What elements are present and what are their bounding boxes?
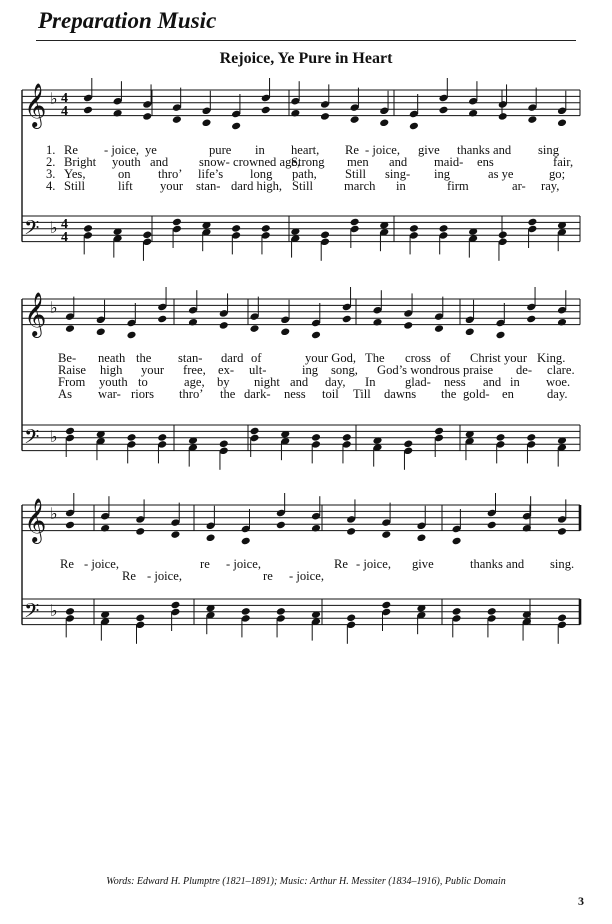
- lyric-syllable: thro’: [158, 167, 183, 181]
- lyric-syllable: the: [220, 387, 236, 401]
- lyric-syllable: Yes,: [64, 167, 86, 181]
- lyric-syllable: your God,: [305, 351, 357, 365]
- note-head: [65, 607, 75, 616]
- lyric-syllable: ray,: [541, 179, 560, 193]
- lyric-syllable: snow-: [199, 155, 230, 169]
- lyric-syllable: your: [141, 363, 165, 377]
- note-head: [231, 122, 241, 131]
- lyric-syllable: Re: [60, 557, 74, 571]
- lyric-syllable: stan-: [178, 351, 203, 365]
- note-head: [311, 433, 321, 442]
- note-head: [350, 218, 360, 227]
- note-head: [206, 533, 216, 542]
- lyric-syllable: give: [412, 557, 434, 571]
- lyric-syllable: on: [118, 167, 131, 181]
- lyric-syllable: lift: [118, 179, 133, 193]
- note-head: [487, 521, 497, 530]
- note-head: [320, 112, 330, 121]
- credits-line: Words: Edward H. Plumptre (1821–1891); Music: Arthur H. Messiter (1834–1916), Public Domain: [106, 876, 506, 887]
- note-head: [495, 433, 505, 442]
- flat-sign-icon: ♭: [50, 298, 58, 317]
- note-head: [170, 530, 180, 539]
- lyric-syllable: ness: [284, 387, 306, 401]
- note-head: [290, 109, 300, 118]
- lyric-syllable: neath: [98, 351, 126, 365]
- lyric-syllable: Till: [353, 387, 371, 401]
- note-head: [135, 613, 145, 622]
- flat-sign-icon: ♭: [50, 89, 58, 108]
- lyric-syllable: youth: [112, 155, 141, 169]
- note-head: [276, 521, 286, 530]
- lyric-syllable: dard: [221, 351, 244, 365]
- note-head: [135, 527, 145, 536]
- note-head: [403, 321, 413, 330]
- lyric-syllable: in: [396, 179, 406, 193]
- lyric-syllable: ex-: [218, 363, 235, 377]
- lyric-syllable: - joice,: [147, 569, 182, 583]
- lyric-syllable: life’s: [198, 167, 224, 181]
- note-head: [172, 218, 182, 227]
- note-head: [434, 324, 444, 333]
- note-head: [219, 321, 229, 330]
- note-head: [409, 224, 419, 233]
- lyric-syllable: maid-: [434, 155, 464, 169]
- lyric-syllable: heart,: [291, 143, 320, 157]
- lyric-syllable: Still: [345, 167, 366, 181]
- lyric-syllable: Re: [122, 569, 136, 583]
- lyric-syllable: day,: [325, 375, 346, 389]
- lyric-syllable: path,: [292, 167, 317, 181]
- lyric-syllable: go;: [549, 167, 566, 181]
- lyric-syllable: march: [344, 179, 376, 193]
- bass-clef-icon: 𝄢: [24, 425, 40, 453]
- lyric-syllable: night: [254, 375, 280, 389]
- lyric-syllable: free,: [183, 363, 206, 377]
- lyric-syllable: - joice,: [356, 557, 391, 571]
- lyric-syllable: fair,: [553, 155, 574, 169]
- lyric-syllable: 4.: [46, 179, 56, 193]
- lyric-syllable: toil: [322, 387, 339, 401]
- lyric-syllable: dark-: [244, 387, 271, 401]
- hymn-title: Rejoice, Ye Pure in Heart: [219, 50, 393, 67]
- lyric-syllable: stan-: [196, 179, 221, 193]
- time-signature-top: 4: [61, 217, 68, 232]
- note-head: [498, 230, 508, 239]
- note-head: [495, 331, 505, 340]
- lyric-syllable: woe.: [546, 375, 571, 389]
- flat-sign-icon: ♭: [50, 427, 58, 446]
- note-head: [170, 601, 180, 610]
- flat-sign-icon: ♭: [50, 504, 58, 523]
- lyric-syllable: the: [441, 387, 457, 401]
- note-head: [249, 427, 259, 436]
- note-head: [83, 224, 93, 233]
- note-head: [403, 439, 413, 448]
- lyric-syllable: high: [100, 363, 123, 377]
- lyric-syllable: cross: [405, 351, 431, 365]
- lyric-syllable: Christ your: [470, 351, 528, 365]
- lyric-syllable: In: [365, 375, 376, 389]
- lyric-syllable: to: [138, 375, 148, 389]
- lyric-syllable: pure: [209, 143, 232, 157]
- lyric-syllable: sing.: [550, 557, 575, 571]
- lyric-syllable: youth: [99, 375, 128, 389]
- lyric-syllable: 2.: [46, 155, 56, 169]
- time-signature-bottom: 4: [61, 104, 68, 119]
- lyric-syllable: crowned age,: [233, 155, 301, 169]
- note-head: [96, 327, 106, 336]
- lyric-syllable: thanks and: [457, 143, 512, 157]
- lyric-syllable: clare.: [547, 363, 575, 377]
- note-head: [487, 607, 497, 616]
- lyric-syllable: 3.: [46, 167, 56, 181]
- lyric-syllable: Re: [345, 143, 359, 157]
- note-head: [100, 524, 110, 533]
- note-head: [65, 521, 75, 530]
- note-head: [381, 601, 391, 610]
- lyric-syllable: sing-: [385, 167, 411, 181]
- page-heading: Preparation Music: [38, 8, 217, 33]
- note-head: [346, 613, 356, 622]
- note-head: [311, 524, 321, 533]
- note-head: [231, 224, 241, 233]
- lyric-syllable: dawns: [384, 387, 417, 401]
- note-head: [201, 118, 211, 127]
- note-head: [409, 122, 419, 131]
- lyric-syllable: - joice,: [84, 557, 119, 571]
- lyric-syllable: The: [365, 351, 385, 365]
- note-head: [126, 433, 136, 442]
- note-head: [142, 230, 152, 239]
- note-head: [83, 106, 93, 115]
- flat-sign-icon: ♭: [50, 601, 58, 620]
- lyric-syllable: dard high,: [231, 179, 283, 193]
- note-head: [434, 427, 444, 436]
- lyric-syllable: re: [263, 569, 273, 583]
- note-head: [65, 427, 75, 436]
- lyric-syllable: your: [160, 179, 184, 193]
- lyric-syllable: Still: [292, 179, 313, 193]
- note-head: [416, 533, 426, 542]
- lyric-syllable: King.: [537, 351, 566, 365]
- treble-clef-icon: 𝄞: [24, 498, 47, 542]
- lyric-syllable: God’s wondrous praise: [377, 363, 494, 377]
- note-head: [241, 607, 251, 616]
- lyric-syllable: and: [389, 155, 408, 169]
- lyric-syllable: war-: [98, 387, 121, 401]
- lyric-syllable: ens: [477, 155, 494, 169]
- lyric-syllable: Strong: [291, 155, 325, 169]
- note-head: [468, 109, 478, 118]
- lyric-syllable: gold-: [463, 387, 490, 401]
- note-head: [320, 230, 330, 239]
- lyric-syllable: ult-: [249, 363, 267, 377]
- note-head: [557, 613, 567, 622]
- lyric-syllable: en: [502, 387, 514, 401]
- bass-clef-icon: 𝄢: [24, 216, 40, 244]
- lyric-syllable: Still: [64, 179, 85, 193]
- note-head: [172, 115, 182, 124]
- note-head: [276, 607, 286, 616]
- lyric-syllable: ar-: [512, 179, 526, 193]
- lyric-syllable: Re: [334, 557, 348, 571]
- lyric-syllable: give: [418, 143, 440, 157]
- lyric-syllable: ing: [434, 167, 451, 181]
- note-head: [438, 224, 448, 233]
- note-head: [379, 118, 389, 127]
- note-head: [261, 224, 271, 233]
- lyric-syllable: 1.: [46, 143, 56, 157]
- treble-clef-icon: 𝄞: [24, 292, 47, 336]
- note-head: [557, 318, 567, 327]
- lyric-syllable: and: [290, 375, 309, 389]
- note-head: [311, 331, 321, 340]
- lyric-syllable: the: [136, 351, 152, 365]
- lyric-syllable: - joice,: [226, 557, 261, 571]
- lyric-syllable: sing: [538, 143, 559, 157]
- lyric-syllable: by: [217, 375, 230, 389]
- note-head: [188, 318, 198, 327]
- note-head: [113, 109, 123, 118]
- note-head: [342, 433, 352, 442]
- note-head: [350, 115, 360, 124]
- lyric-syllable: Re: [64, 143, 78, 157]
- lyric-syllable: song,: [331, 363, 358, 377]
- time-signature-top: 4: [61, 91, 68, 106]
- lyric-syllable: re: [200, 557, 210, 571]
- lyric-syllable: day.: [547, 387, 568, 401]
- note-head: [465, 327, 475, 336]
- flat-sign-icon: ♭: [50, 218, 58, 237]
- lyric-syllable: thro’: [179, 387, 204, 401]
- note-head: [157, 315, 167, 324]
- lyric-syllable: Bright: [64, 155, 97, 169]
- lyric-syllable: - joice,: [365, 143, 400, 157]
- note-head: [280, 327, 290, 336]
- lyric-syllable: riors: [131, 387, 155, 401]
- lyric-syllable: long: [250, 167, 273, 181]
- lyric-syllable: ye: [145, 143, 157, 157]
- note-head: [142, 112, 152, 121]
- lyric-syllable: From: [58, 375, 86, 389]
- note-head: [249, 324, 259, 333]
- note-head: [157, 433, 167, 442]
- lyric-syllable: age,: [184, 375, 205, 389]
- page-number: 3: [578, 894, 584, 908]
- lyric-syllable: glad-: [405, 375, 431, 389]
- lyric-syllable: thanks and: [470, 557, 525, 571]
- note-head: [557, 118, 567, 127]
- note-head: [527, 218, 537, 227]
- note-head: [126, 331, 136, 340]
- lyric-syllable: Be-: [58, 351, 77, 365]
- lyric-syllable: of: [440, 351, 451, 365]
- note-head: [438, 106, 448, 115]
- note-head: [372, 318, 382, 327]
- note-head: [527, 115, 537, 124]
- lyric-syllable: - joice,: [289, 569, 324, 583]
- note-head: [381, 530, 391, 539]
- note-head: [219, 439, 229, 448]
- lyric-syllable: ing: [302, 363, 319, 377]
- lyric-syllable: - joice,: [104, 143, 139, 157]
- time-signature-bottom: 4: [61, 230, 68, 245]
- note-head: [526, 433, 536, 442]
- note-head: [557, 527, 567, 536]
- note-head: [65, 324, 75, 333]
- lyric-syllable: Raise: [58, 363, 86, 377]
- lyric-syllable: de-: [516, 363, 533, 377]
- lyric-syllable: and: [150, 155, 169, 169]
- lyric-syllable: in: [255, 143, 265, 157]
- lyric-syllable: ness: [444, 375, 466, 389]
- bass-clef-icon: 𝄢: [24, 599, 40, 627]
- lyric-syllable: in: [510, 375, 520, 389]
- note-head: [498, 112, 508, 121]
- note-head: [241, 537, 251, 546]
- note-head: [452, 607, 462, 616]
- lyric-syllable: firm: [447, 179, 469, 193]
- note-head: [526, 315, 536, 324]
- lyric-syllable: of: [251, 351, 262, 365]
- lyric-syllable: as ye: [488, 167, 514, 181]
- lyric-syllable: and: [483, 375, 502, 389]
- note-head: [346, 527, 356, 536]
- lyric-syllable: men: [347, 155, 369, 169]
- note-head: [261, 106, 271, 115]
- lyric-syllable: As: [58, 387, 72, 401]
- treble-clef-icon: 𝄞: [24, 83, 47, 127]
- note-head: [452, 537, 462, 546]
- note-head: [342, 315, 352, 324]
